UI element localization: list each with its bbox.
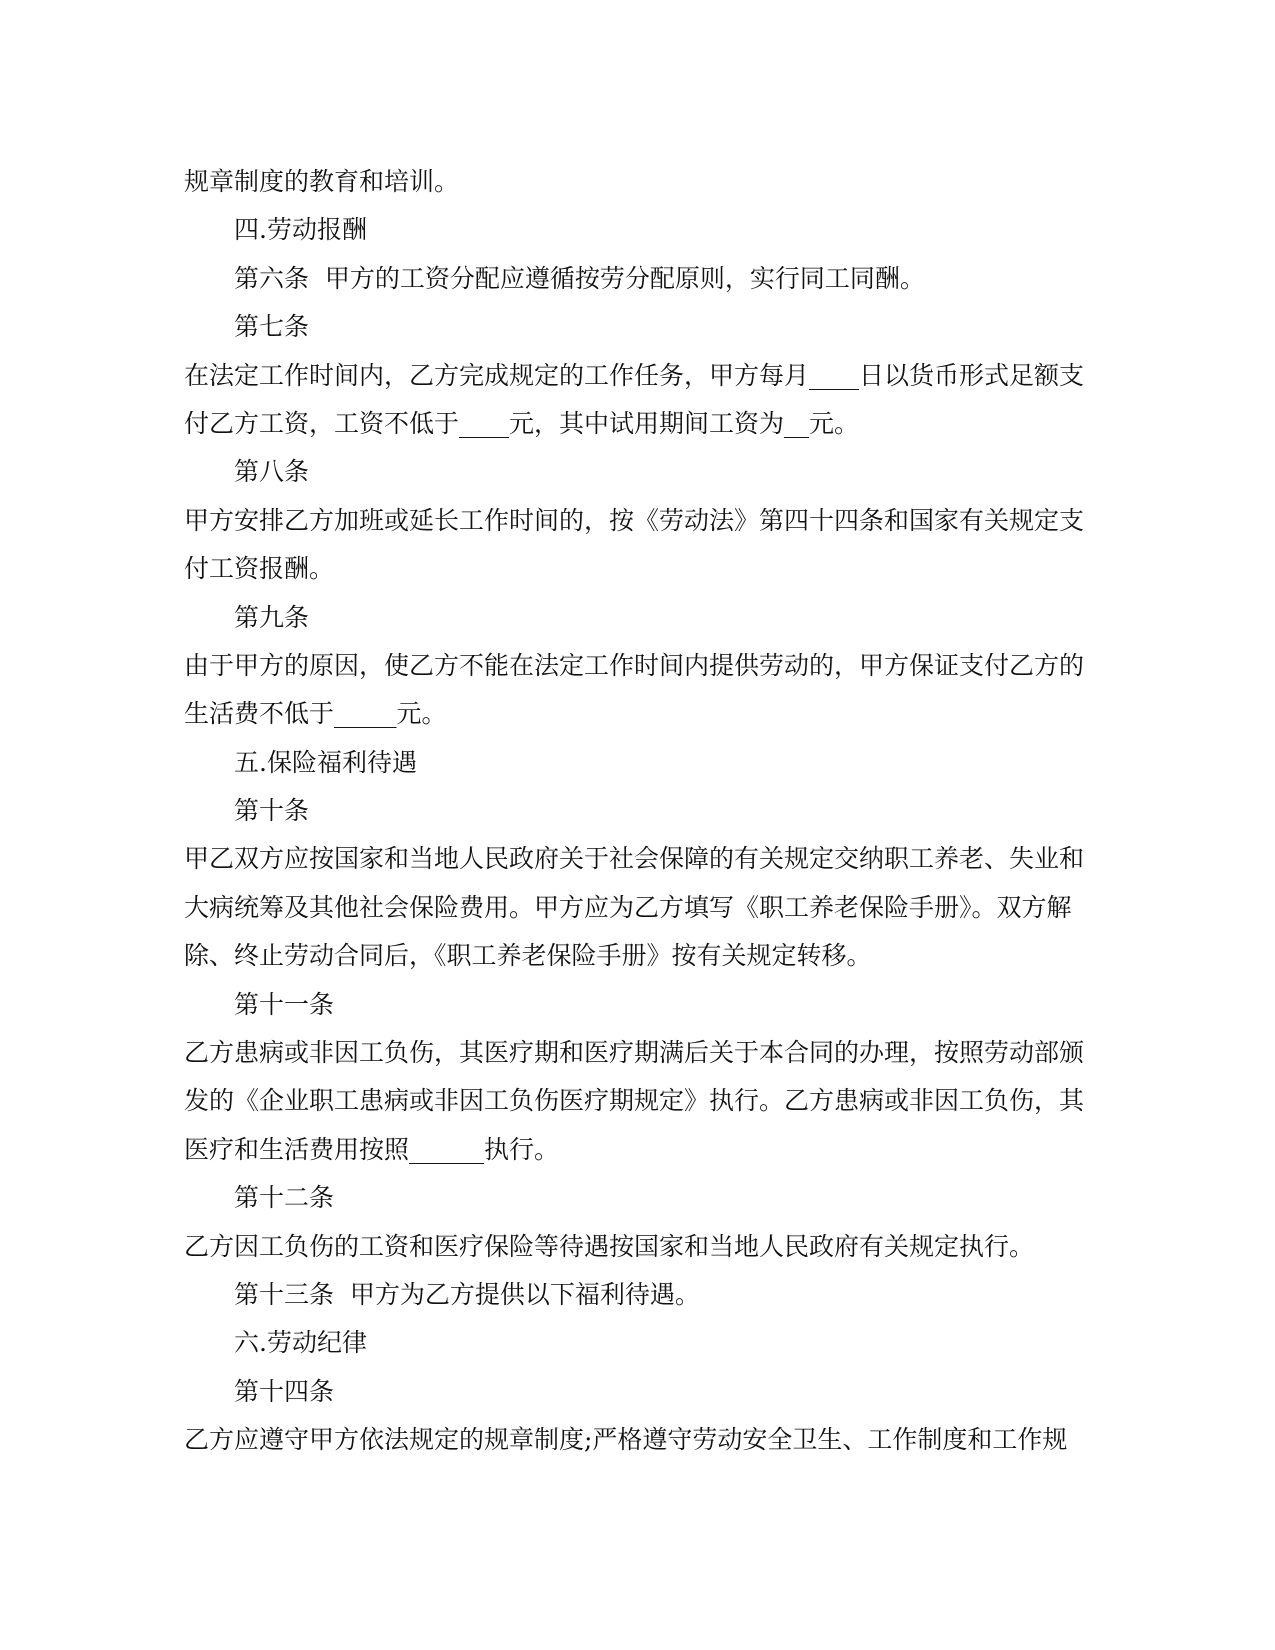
article-heading: 第十条 [234, 796, 310, 826]
article-heading: 第十二条 [234, 1183, 335, 1213]
text-line: 除、终止劳动合同后，《职工养老保险手册》按有关规定转移。 [184, 941, 872, 971]
text-line: 甲乙双方应按国家和当地人民政府关于社会保障的有关规定交纳职工养老、失业和 [184, 844, 1085, 874]
section-heading: 四.劳动报酬 [234, 215, 367, 245]
section-heading: 五.保险福利待遇 [234, 747, 417, 777]
text-line: 医疗和生活费用按照______执行。 [184, 1134, 560, 1164]
text-line: 甲方安排乙方加班或延长工作时间的，按《劳动法》第四十四条和国家有关规定支 [184, 505, 1085, 535]
text-line: 规章制度的教育和培训。 [184, 167, 460, 196]
text-line: 付乙方工资，工资不低于____元，其中试用期间工资为__元。 [184, 408, 860, 438]
article-heading: 第六条 甲方的工资分配应遵循按劳分配原则，实行同工同酬。 [234, 263, 925, 293]
text-line: 在法定工作时间内，乙方完成规定的工作任务，甲方每月____日以货币形式足额支 [184, 360, 1085, 390]
text-line: 乙方因工负伤的工资和医疗保险等待遇按国家和当地人民政府有关规定执行。 [184, 1231, 1035, 1261]
text-line: 乙方患病或非因工负伤，其医疗期和医疗期满后关于本合同的办理，按照劳动部颁 [184, 1038, 1085, 1068]
text-line: 由于甲方的原因，使乙方不能在法定工作时间内提供劳动的，甲方保证支付乙方的 [184, 650, 1085, 680]
text-line: 发的《企业职工患病或非因工负伤医疗期规定》执行。乙方患病或非因工负伤，其 [184, 1086, 1085, 1116]
article-heading: 第七条 [234, 312, 310, 342]
document-body [184, 158, 1094, 1465]
section-heading: 六.劳动纪律 [234, 1328, 367, 1358]
article-heading: 第八条 [234, 457, 310, 487]
article-heading: 第十三条 甲方为乙方提供以下福利待遇。 [234, 1279, 700, 1309]
text-line: 付工资报酬。 [184, 554, 335, 584]
article-heading: 第九条 [234, 602, 310, 632]
article-heading: 第十一条 [234, 989, 335, 1019]
text-line: 生活费不低于_____元。 [184, 699, 447, 729]
text-line: 乙方应遵守甲方依法规定的规章制度;严格遵守劳动安全卫生、工作制度和工作规 [184, 1425, 1068, 1455]
article-heading: 第十四条 [234, 1376, 335, 1406]
text-line: 大病统筹及其他社会保险费用。甲方应为乙方填写《职工养老保险手册》。双方解 [184, 892, 1072, 922]
